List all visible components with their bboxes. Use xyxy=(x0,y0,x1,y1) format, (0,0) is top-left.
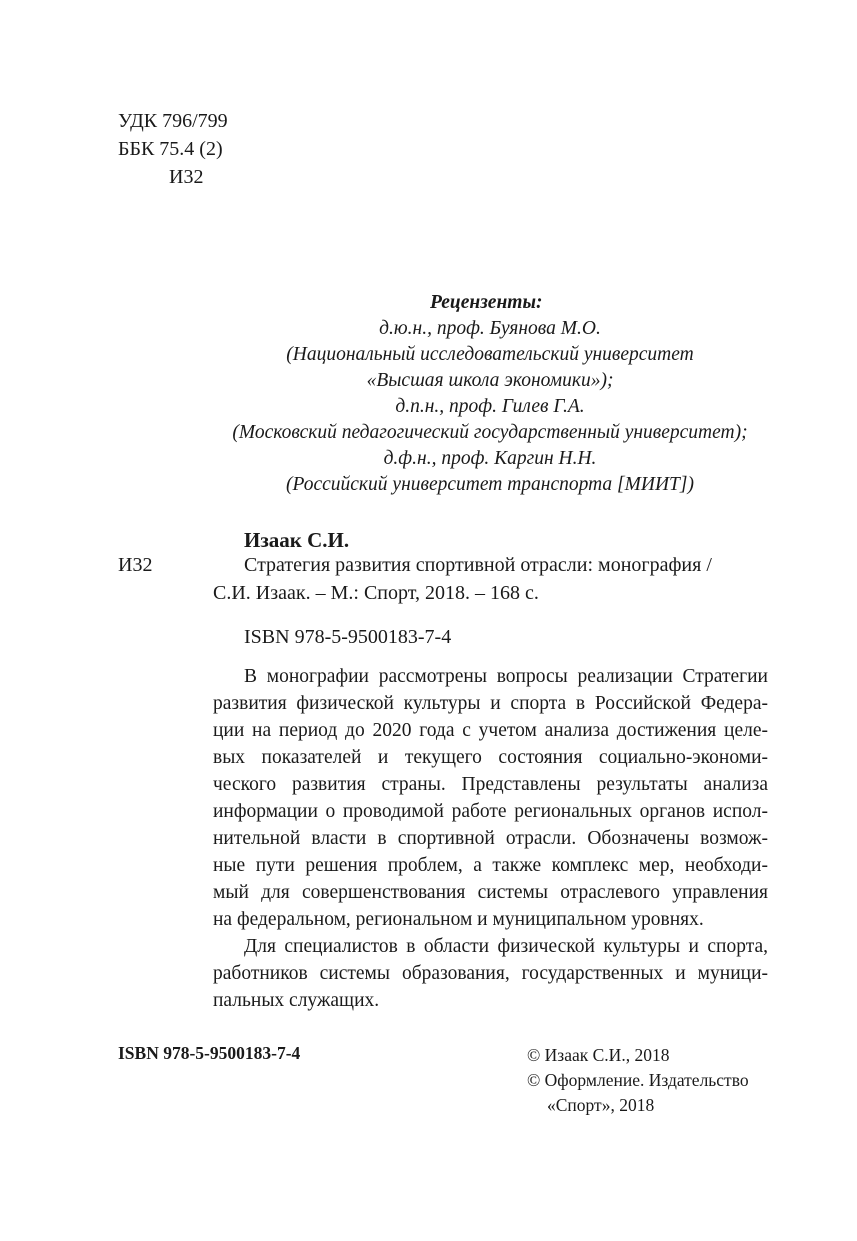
udk-code: УДК 796/799 xyxy=(118,110,228,132)
abstract-line: ные пути решения проблем, а также комплекс мер, необходи- xyxy=(213,855,768,876)
audience-line: Для специалистов в области физической культуры и спорта, xyxy=(244,936,768,957)
abstract-line: В монографии рассмотрены вопросы реализации Стратегии xyxy=(244,666,768,687)
bbk-code: ББК 75.4 (2) xyxy=(118,138,223,160)
abstract-line: ческого развития страны. Представлены результаты анализа xyxy=(213,774,768,795)
title-line-1: Стратегия развития спортивной отрасли: монография / xyxy=(244,554,712,576)
reviewer-line: (Национальный исследовательский университет xyxy=(286,344,694,365)
author-code: И32 xyxy=(169,166,204,188)
reviewer-line: (Российский университет транспорта [МИИТ]) xyxy=(286,474,694,495)
reviewer-line: д.ю.н., проф. Буянова М.О. xyxy=(379,318,601,339)
record-author-code: И32 xyxy=(118,554,153,576)
title-line-2: С.И. Изаак. – М.: Спорт, 2018. – 168 с. xyxy=(213,582,539,604)
copyright-design: © Оформление. Издательство xyxy=(527,1070,749,1090)
abstract-line: на федеральном, региональном и муниципальном уровнях. xyxy=(213,909,704,930)
reviewer-line: «Высшая школа экономики»); xyxy=(366,370,614,391)
reviewers-list xyxy=(210,316,770,498)
abstract-line: развития физической культуры и спорта в Российской Федера- xyxy=(213,693,768,714)
abstract xyxy=(213,663,768,1014)
abstract-line: ции на период до 2020 года с учетом анализа достижения целе- xyxy=(213,720,768,741)
reviewers-heading: Рецензенты: xyxy=(430,292,543,313)
abstract-line: мый для совершенствования системы отраслевого управления xyxy=(213,882,768,903)
reviewer-line: д.п.н., проф. Гилев Г.А. xyxy=(395,396,585,417)
audience-line: работников системы образования, государственных и муници- xyxy=(213,963,768,984)
record-isbn: ISBN 978-5-9500183-7-4 xyxy=(244,626,452,648)
reviewer-line: д.ф.н., проф. Каргин Н.Н. xyxy=(383,448,597,469)
reviewer-line: (Московский педагогический государственный университет); xyxy=(232,422,748,443)
copyright-author: © Изаак С.И., 2018 xyxy=(527,1045,670,1065)
classification-block xyxy=(118,108,228,192)
footer-isbn: ISBN 978-5-9500183-7-4 xyxy=(118,1043,301,1063)
abstract-line: нительной власти в спортивной отрасли. Обозначены возмож- xyxy=(213,828,768,849)
audience-line: пальных служащих. xyxy=(213,990,380,1011)
abstract-line: информации о проводимой работе региональных органов испол- xyxy=(213,801,768,822)
copyright-block xyxy=(527,1043,749,1118)
author-name: Изаак С.И. xyxy=(244,528,350,552)
copyright-publisher: «Спорт», 2018 xyxy=(547,1095,655,1115)
abstract-line: вых показателей и текущего состояния социально-экономи- xyxy=(213,747,768,768)
